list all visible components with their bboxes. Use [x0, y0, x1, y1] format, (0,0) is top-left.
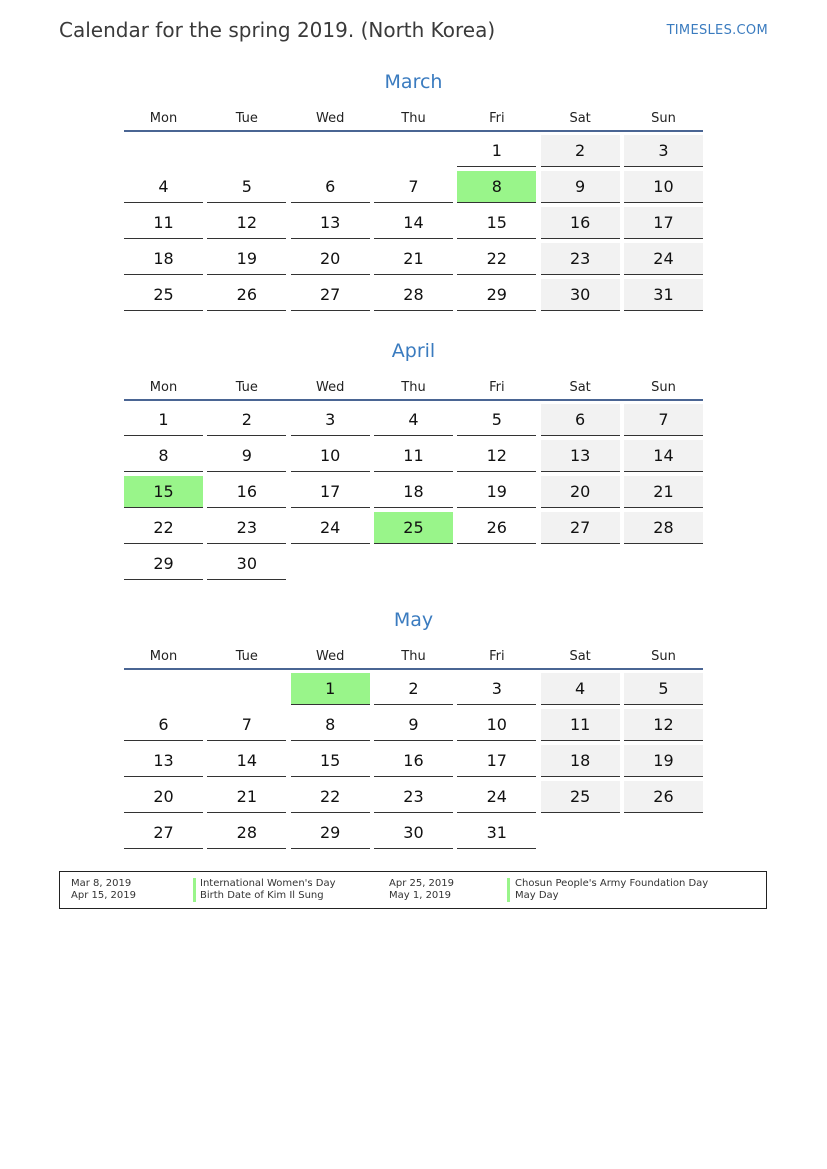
- weekend-day-cell: 5: [624, 673, 703, 705]
- day-cell: 16: [374, 745, 453, 777]
- empty-day-cell: [541, 817, 620, 849]
- week-row: [124, 404, 703, 436]
- day-cell: 20: [291, 243, 370, 275]
- day-cell: 29: [457, 279, 536, 311]
- day-cell: 14: [207, 745, 286, 777]
- week-row: [124, 673, 703, 705]
- week-row: [124, 817, 703, 849]
- weekend-day-cell: 16: [541, 207, 620, 239]
- page-header: [59, 18, 768, 48]
- day-cell: 3: [457, 673, 536, 705]
- week-row: [124, 476, 703, 508]
- legend-holiday-name: Birth Date of Kim Il Sung: [200, 890, 324, 901]
- day-cell: 6: [291, 171, 370, 203]
- header-divider: [124, 668, 703, 670]
- weekend-day-cell: 26: [624, 781, 703, 813]
- day-cell: 29: [291, 817, 370, 849]
- weekday-label: Sat: [569, 110, 591, 126]
- empty-day-cell: [291, 548, 370, 580]
- holiday-day-cell: 8: [457, 171, 536, 203]
- day-cell: 28: [374, 279, 453, 311]
- day-cell: 27: [291, 279, 370, 311]
- week-row: [124, 243, 703, 275]
- day-cell: 2: [207, 404, 286, 436]
- weekday-label: Fri: [489, 379, 505, 395]
- day-cell: 23: [374, 781, 453, 813]
- week-row: [124, 709, 703, 741]
- weekend-day-cell: 12: [624, 709, 703, 741]
- day-cell: 26: [207, 279, 286, 311]
- week-row: [124, 207, 703, 239]
- legend-date: May 1, 2019: [389, 890, 452, 901]
- day-cell: 1: [457, 135, 536, 167]
- weekend-day-cell: 11: [541, 709, 620, 741]
- holiday-color-marker: [507, 890, 510, 902]
- weekend-day-cell: 23: [541, 243, 620, 275]
- day-cell: 3: [291, 404, 370, 436]
- day-cell: 15: [457, 207, 536, 239]
- day-cell: 19: [457, 476, 536, 508]
- day-cell: 4: [374, 404, 453, 436]
- empty-day-cell: [291, 135, 370, 167]
- legend-holiday-name: Chosun People's Army Foundation Day: [515, 878, 709, 889]
- header-divider: [124, 130, 703, 132]
- empty-day-cell: [207, 135, 286, 167]
- day-cell: 31: [457, 817, 536, 849]
- empty-day-cell: [124, 135, 203, 167]
- weekday-label: Wed: [315, 379, 345, 395]
- month-may: [124, 606, 703, 853]
- week-row: [124, 440, 703, 472]
- day-cell: 13: [291, 207, 370, 239]
- day-cell: 21: [374, 243, 453, 275]
- day-cell: 21: [207, 781, 286, 813]
- month-title: May: [393, 609, 434, 631]
- weekend-day-cell: 17: [624, 207, 703, 239]
- day-cell: 5: [457, 404, 536, 436]
- month-march: [124, 68, 703, 315]
- day-cell: 18: [124, 243, 203, 275]
- day-cell: 15: [291, 745, 370, 777]
- day-cell: 9: [207, 440, 286, 472]
- empty-day-cell: [624, 548, 703, 580]
- empty-day-cell: [624, 817, 703, 849]
- day-cell: 29: [124, 548, 203, 580]
- day-cell: 23: [207, 512, 286, 544]
- weekday-label: Fri: [489, 648, 505, 664]
- weekend-day-cell: 28: [624, 512, 703, 544]
- weekend-day-cell: 3: [624, 135, 703, 167]
- page-title: Calendar for the spring 2019. (North Korea): [59, 18, 496, 42]
- empty-day-cell: [124, 673, 203, 705]
- day-cell: 17: [457, 745, 536, 777]
- weekday-label: Thu: [401, 110, 426, 126]
- week-row: [124, 548, 703, 580]
- week-row: [124, 745, 703, 777]
- holiday-color-marker: [193, 890, 196, 902]
- week-row: [124, 135, 703, 167]
- day-cell: 22: [291, 781, 370, 813]
- day-cell: 8: [291, 709, 370, 741]
- weekend-day-cell: 6: [541, 404, 620, 436]
- day-cell: 18: [374, 476, 453, 508]
- weekday-label: Fri: [489, 110, 505, 126]
- empty-day-cell: [374, 548, 453, 580]
- weekend-day-cell: 31: [624, 279, 703, 311]
- legend-holiday-name: International Women's Day: [200, 878, 336, 889]
- brand-link[interactable]: TIMESLES.COM: [666, 23, 768, 38]
- weekend-day-cell: 27: [541, 512, 620, 544]
- weekday-label: Sun: [651, 648, 676, 664]
- weekend-day-cell: 4: [541, 673, 620, 705]
- weekend-day-cell: 30: [541, 279, 620, 311]
- day-cell: 17: [291, 476, 370, 508]
- holiday-day-cell: 25: [374, 512, 453, 544]
- day-cell: 22: [124, 512, 203, 544]
- weekday-label: Tue: [235, 379, 258, 395]
- day-cell: 10: [291, 440, 370, 472]
- weeks-grid: [124, 404, 703, 580]
- day-cell: 12: [457, 440, 536, 472]
- day-cell: 6: [124, 709, 203, 741]
- weekday-label: Sat: [569, 648, 591, 664]
- day-cell: 30: [374, 817, 453, 849]
- day-cell: 24: [291, 512, 370, 544]
- weekend-day-cell: 2: [541, 135, 620, 167]
- weekday-label: Tue: [235, 648, 258, 664]
- empty-day-cell: [457, 548, 536, 580]
- month-title: March: [384, 71, 443, 93]
- legend-date: Mar 8, 2019: [71, 878, 132, 889]
- weekend-day-cell: 19: [624, 745, 703, 777]
- legend-date: Apr 15, 2019: [71, 890, 137, 901]
- weekend-day-cell: 25: [541, 781, 620, 813]
- day-cell: 2: [374, 673, 453, 705]
- holiday-day-cell: 1: [291, 673, 370, 705]
- day-cell: 16: [207, 476, 286, 508]
- weeks-grid: [124, 673, 703, 849]
- day-cell: 19: [207, 243, 286, 275]
- weekend-day-cell: 10: [624, 171, 703, 203]
- day-cell: 9: [374, 709, 453, 741]
- legend-date: Apr 25, 2019: [389, 878, 455, 889]
- week-row: [124, 171, 703, 203]
- weekday-label: Wed: [315, 110, 345, 126]
- week-row: [124, 512, 703, 544]
- header-divider: [124, 399, 703, 401]
- day-cell: 20: [124, 781, 203, 813]
- day-cell: 4: [124, 171, 203, 203]
- weekend-day-cell: 14: [624, 440, 703, 472]
- weekday-label: Thu: [401, 379, 426, 395]
- weekday-label: Sat: [569, 379, 591, 395]
- month-april: [124, 337, 703, 584]
- weekday-label: Wed: [315, 648, 345, 664]
- weekday-label: Sun: [651, 379, 676, 395]
- weekday-label: Mon: [149, 379, 178, 395]
- empty-day-cell: [207, 673, 286, 705]
- holiday-color-marker: [193, 878, 196, 890]
- day-cell: 14: [374, 207, 453, 239]
- day-cell: 5: [207, 171, 286, 203]
- weekend-day-cell: 24: [624, 243, 703, 275]
- day-cell: 27: [124, 817, 203, 849]
- day-cell: 12: [207, 207, 286, 239]
- weekday-label: Sun: [651, 110, 676, 126]
- weekday-label: Tue: [235, 110, 258, 126]
- month-title: April: [391, 340, 436, 362]
- day-cell: 11: [374, 440, 453, 472]
- day-cell: 7: [374, 171, 453, 203]
- week-row: [124, 781, 703, 813]
- weekday-label: Mon: [149, 110, 178, 126]
- legend-holiday-name: May Day: [515, 890, 559, 901]
- day-cell: 25: [124, 279, 203, 311]
- empty-day-cell: [374, 135, 453, 167]
- day-cell: 10: [457, 709, 536, 741]
- day-cell: 22: [457, 243, 536, 275]
- holiday-legend: [59, 871, 767, 909]
- day-cell: 11: [124, 207, 203, 239]
- weekday-label: Thu: [401, 648, 426, 664]
- day-cell: 24: [457, 781, 536, 813]
- day-cell: 30: [207, 548, 286, 580]
- holiday-day-cell: 15: [124, 476, 203, 508]
- empty-day-cell: [541, 548, 620, 580]
- weekend-day-cell: 18: [541, 745, 620, 777]
- day-cell: 7: [207, 709, 286, 741]
- week-row: [124, 279, 703, 311]
- day-cell: 13: [124, 745, 203, 777]
- day-cell: 1: [124, 404, 203, 436]
- weeks-grid: [124, 135, 703, 311]
- weekend-day-cell: 20: [541, 476, 620, 508]
- day-cell: 26: [457, 512, 536, 544]
- day-cell: 8: [124, 440, 203, 472]
- holiday-color-marker: [507, 878, 510, 890]
- day-cell: 28: [207, 817, 286, 849]
- weekday-label: Mon: [149, 648, 178, 664]
- weekend-day-cell: 9: [541, 171, 620, 203]
- weekend-day-cell: 21: [624, 476, 703, 508]
- weekend-day-cell: 13: [541, 440, 620, 472]
- weekend-day-cell: 7: [624, 404, 703, 436]
